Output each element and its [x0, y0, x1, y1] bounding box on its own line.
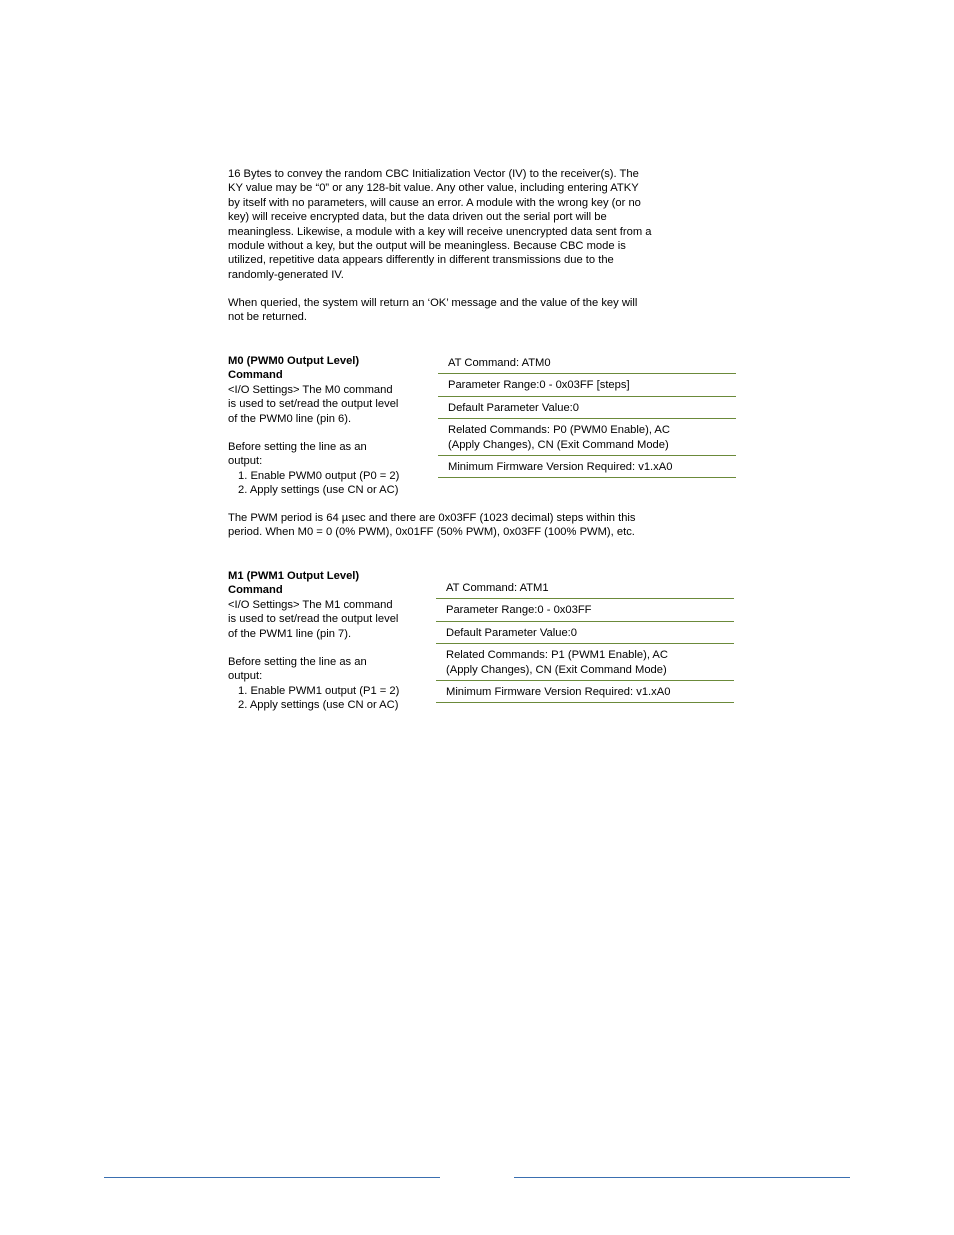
m1-table-row-min-firmware: Minimum Firmware Version Required: v1.xA0: [436, 681, 734, 703]
m0-steps-list: [228, 469, 433, 498]
m0-before-setting: Before setting the line as an output:: [228, 441, 367, 468]
m0-step-1: 1. Enable PWM0 output (P0 = 2): [238, 469, 400, 482]
m1-table-row-parameter-range: Parameter Range:0 - 0x03FF: [436, 599, 734, 621]
m0-command-desc: <I/O Settings> The M0 command is used to set/read the output level of the PWM0 line (pin 6).: [228, 383, 399, 425]
m0-command-title: M0 (PWM0 Output Level) Command: [228, 355, 360, 382]
m1-command-description: [228, 569, 433, 713]
m0-table-row-related-commands: Related Commands: P0 (PWM0 Enable), AC (Apply Changes), CN (Exit Command Mode): [438, 419, 736, 456]
m1-table-row-at-command: AT Command: ATM1: [436, 577, 734, 599]
m1-command-title: M1 (PWM1 Output Level) Command: [228, 570, 360, 597]
m0-table-row-min-firmware: Minimum Firmware Version Required: v1.xA0: [438, 456, 736, 478]
intro-paragraph-query: When queried, the system will return an ‘OK’ message and the value of the key will not be returned.: [228, 297, 638, 324]
footer-rule-left: [104, 1177, 440, 1178]
m0-table-row-at-command: AT Command: ATM0: [438, 352, 736, 374]
m1-table-row-related-commands: Related Commands: P1 (PWM1 Enable), AC (Apply Changes), CN (Exit Command Mode): [436, 644, 734, 681]
m1-before-setting: Before setting the line as an output:: [228, 656, 367, 683]
m1-command-desc: <I/O Settings> The M1 command is used to set/read the output level of the PWM1 line (pin 7).: [228, 598, 399, 640]
m0-step-2: 2. Apply settings (use CN or AC): [238, 484, 399, 497]
m1-table-row-default-value: Default Parameter Value:0: [436, 622, 734, 644]
footer-rule-right: [514, 1177, 850, 1178]
m1-step-2: 2. Apply settings (use CN or AC): [238, 699, 399, 712]
m1-step-1: 1. Enable PWM1 output (P1 = 2): [238, 684, 400, 697]
intro-paragraph-cbc: 16 Bytes to convey the random CBC Initialization Vector (IV) to the receiver(s). The KY value may be “0” or any 128-bit value. Any other value, including entering ATKY by itself with no parameters, will cause an error. A module with the wrong key (or no key) will receive encrypted data, but the data driven out the serial port will be meaningless. Likewise, a module with a key will receive unencrypted data sent from a module without a key, but the output will be meaningless. Because CBC mode is utilized, repetitive data appears differently in different transmissions due to the randomly-generated IV.: [228, 168, 652, 281]
m0-table-row-parameter-range: Parameter Range:0 - 0x03FF [steps]: [438, 374, 736, 396]
m0-command-description: [228, 354, 433, 498]
m1-parameter-table: [436, 577, 734, 703]
m0-table-row-default-value: Default Parameter Value:0: [438, 397, 736, 419]
m1-steps-list: [228, 684, 433, 713]
m0-pwm-period-note: The PWM period is 64 µsec and there are 0x03FF (1023 decimal) steps within this period. When M0 = 0 (0% PWM), 0x01FF (50% PWM), 0x03FF (100% PWM), etc.: [228, 512, 636, 539]
m0-parameter-table: [438, 352, 736, 478]
